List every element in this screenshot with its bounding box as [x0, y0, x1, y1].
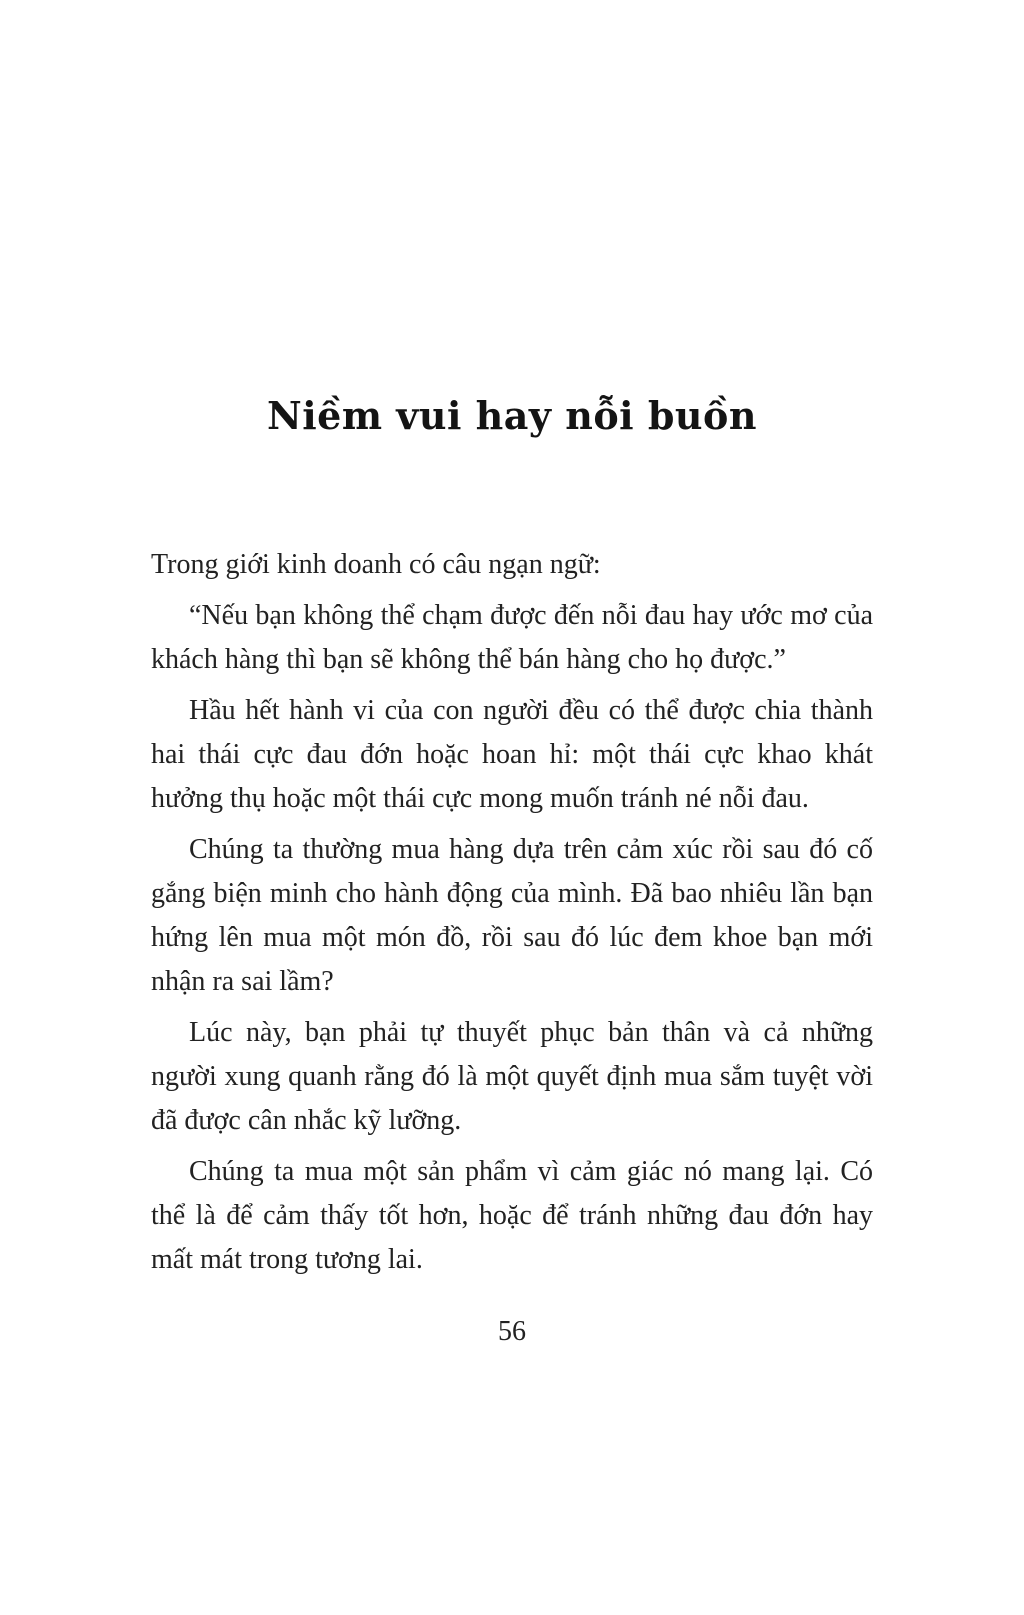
paragraph-quote: “Nếu bạn không thể chạm được đến nỗi đau hay ước mơ của khách hàng thì bạn sẽ không thể bán hàng cho họ được.” [151, 599, 873, 675]
paragraph: Lúc này, bạn phải tự thuyết phục bản thân và cả những người xung quanh rằng đó là một quyết định mua sắm tuyệt vời đã được cân nhắc kỹ lưỡng. [151, 1016, 873, 1136]
paragraph: Trong giới kinh doanh có câu ngạn ngữ: [151, 548, 601, 580]
paragraph: Chúng ta thường mua hàng dựa trên cảm xúc rồi sau đó cố gắng biện minh cho hành động của mình. Đã bao nhiêu lần bạn hứng lên mua một món đồ, rồi sau đó lúc đem khoe bạn mới nhận ra sai lầm? [151, 833, 873, 997]
body-text [151, 543, 873, 1282]
paragraph: Hầu hết hành vi của con người đều có thể được chia thành hai thái cực đau đớn hoặc hoan hỉ: một thái cực khao khát hưởng thụ hoặc một thái cực mong muốn tránh né nỗi đau. [151, 694, 873, 814]
page-number: 56 [498, 1315, 526, 1347]
paragraph: Chúng ta mua một sản phẩm vì cảm giác nó mang lại. Có thể là để cảm thấy tốt hơn, hoặc để tránh những đau đớn hay mất mát trong tương lai. [151, 1155, 873, 1275]
chapter-title: Niềm vui hay nỗi buồn [266, 393, 758, 438]
